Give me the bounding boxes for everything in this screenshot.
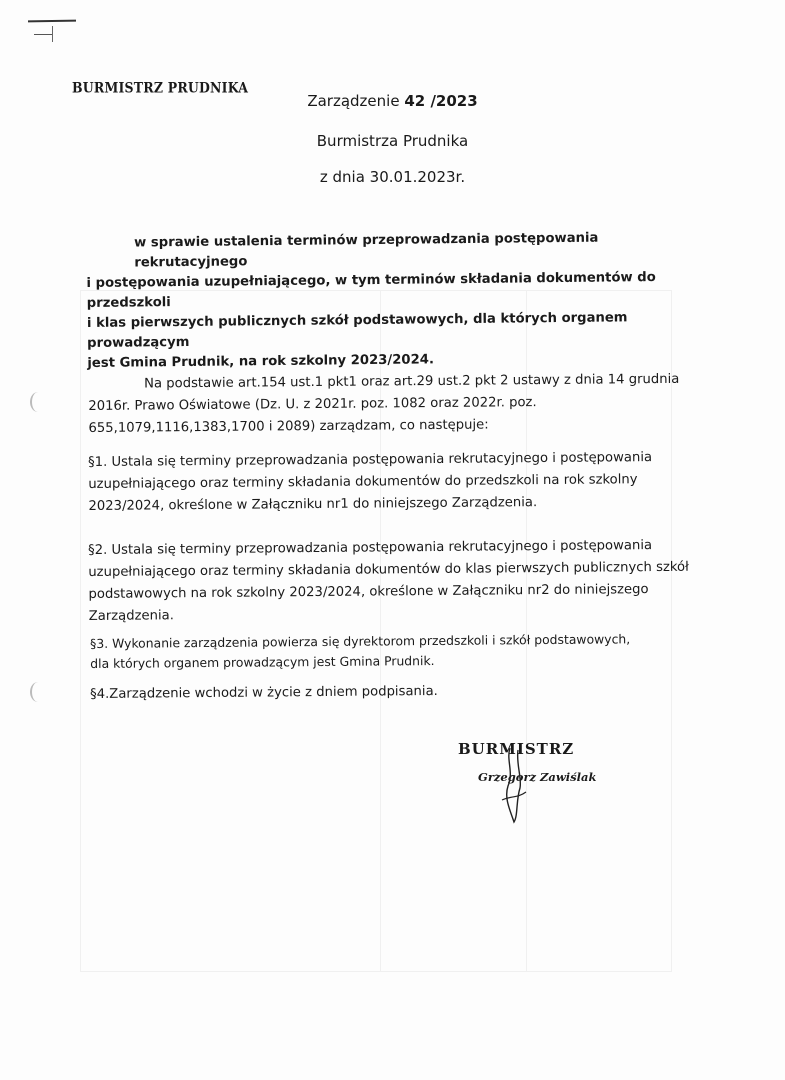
section-line: uzupełniającego oraz terminy składania dokumentów do przedszkoli na rok szkolny <box>88 472 638 492</box>
punch-hole <box>30 682 46 702</box>
issuer: Burmistrza Prudnika <box>316 132 469 150</box>
ordinance-heading <box>0 92 785 110</box>
legal-basis-line: 2016r. Prawo Oświatowe (Dz. U. z 2021r. poz. 1082 oraz 2022r. poz. <box>88 395 537 414</box>
ordinance-label: Zarządzenie <box>307 92 400 110</box>
signature-block <box>458 740 648 840</box>
handwritten-signature <box>458 740 648 840</box>
section-3 <box>90 629 690 674</box>
section-line: §3. Wykonanie zarządzenia powierza się dyrektorom przedszkoli i szkół podstawowych, <box>90 631 631 651</box>
subject-line: i postępowania uzupełniającego, w tym terminów składania dokumentów do przedszkoli <box>86 270 656 311</box>
section-line: podstawowych na rok szkolny 2023/2024, określone w Załączniku nr2 do niniejszego <box>88 582 649 602</box>
ordinance-subject <box>86 228 707 374</box>
section-line: Zarządzenia. <box>88 608 174 624</box>
signature-title: BURMISTRZ <box>458 740 575 758</box>
section-line: 2023/2024, określone w Załączniku nr1 do niniejszego Zarządzenia. <box>88 495 538 514</box>
section-2 <box>88 535 689 628</box>
section-line: §2. Ustala się terminy przeprowadzania postępowania rekrutacyjnego i postępowania <box>88 538 653 558</box>
subject-line: i klas pierwszych publicznych szkół podstawowych, dla których organem prowadzącym <box>86 310 628 351</box>
office-stamp: BURMISTRZ PRUDNIKA <box>72 78 249 97</box>
subject-line: jest Gmina Prudnik, na rok szkolny 2023/2024. <box>87 352 435 371</box>
legal-basis-line: 655,1079,1116,1383,1700 i 2089) zarządzam, co następuje: <box>88 417 489 436</box>
punch-hole <box>30 392 46 412</box>
ordinance-date: z dnia 30.01.2023r. <box>319 168 466 186</box>
subject-line: w sprawie ustalenia terminów przeprowadzania postępowania rekrutacyjnego <box>134 230 599 271</box>
legal-basis-line: Na podstawie art.154 ust.1 pkt1 oraz art.29 ust.2 pkt 2 ustawy z dnia 14 grudnia <box>144 371 680 392</box>
corner-pen-mark <box>28 20 76 23</box>
section-line: dla których organem prowadzącym jest Gmina Prudnik. <box>90 652 435 671</box>
section-line: §1. Ustala się terminy przeprowadzania postępowania rekrutacyjnego i postępowania <box>88 450 653 470</box>
corner-pen-mark <box>52 26 53 42</box>
section-line: §4.Zarządzenie wchodzi w życie z dniem podpisania. <box>90 683 438 702</box>
section-1 <box>88 447 689 518</box>
section-line: uzupełniającego oraz terminy składania dokumentów do klas pierwszych publicznych szkół <box>88 559 689 580</box>
corner-pen-mark <box>34 34 52 35</box>
signature-name: Grzegorz Zawiślak <box>478 770 597 784</box>
ordinance-number: 42 /2023 <box>404 92 478 110</box>
legal-basis <box>88 369 689 440</box>
